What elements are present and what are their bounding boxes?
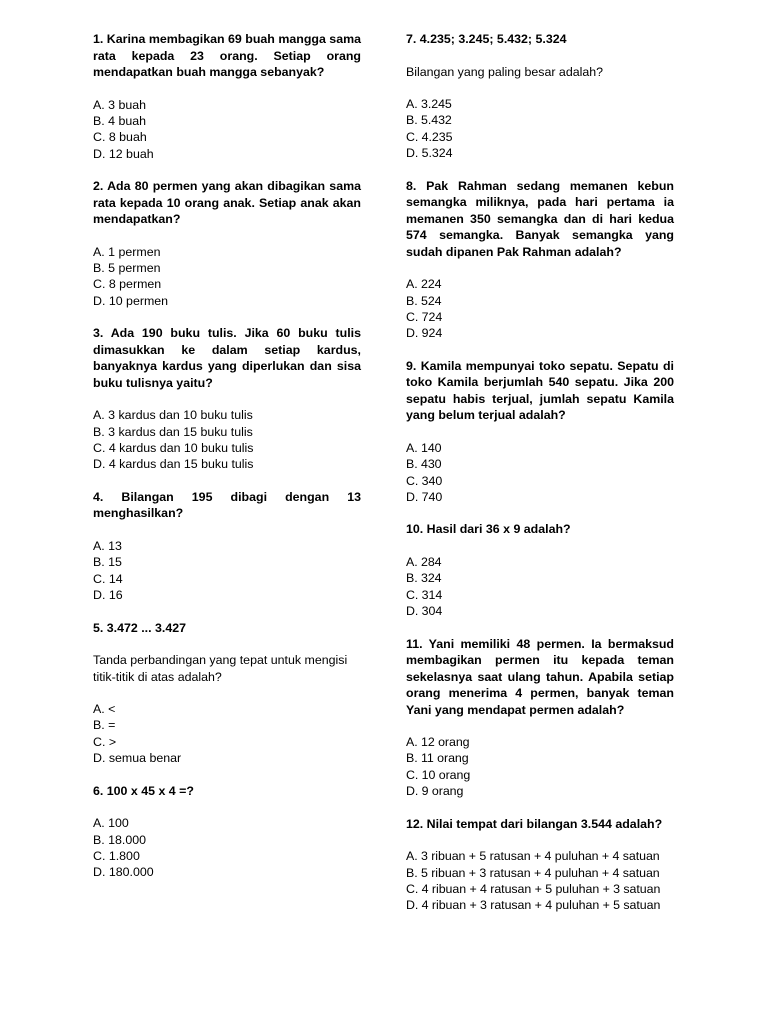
answer-option: A. 224 xyxy=(406,277,442,292)
question-block xyxy=(93,325,361,473)
question-text: 4. Bilangan 195 dibagi dengan 13 menghasilkan? xyxy=(93,489,361,521)
answer-option: B. 5 ribuan + 3 ratusan + 4 puluhan + 4 satuan xyxy=(406,865,660,880)
answer-option: D. 12 buah xyxy=(93,146,154,161)
answer-options xyxy=(93,97,361,163)
question-text: 8. Pak Rahman sedang memanen kebun semangka miliknya, pada hari pertama ia memanen 350 semangka dan di hari kedua 574 semangka. Banyak semangka yang sudah dipanen Pak Rahman adalah? xyxy=(406,178,674,259)
question-text: 9. Kamila mempunyai toko sepatu. Sepatu di toko Kamila berjumlah 540 sepatu. Jika 200 sepatu habis terjual, jumlah sepatu Kamila yang belum terjual adalah? xyxy=(406,358,674,423)
answer-option: C. 340 xyxy=(406,473,443,488)
question-block xyxy=(406,358,674,506)
answer-options xyxy=(406,734,674,800)
answer-option: D. 9 orang xyxy=(406,784,464,799)
question-block xyxy=(406,636,674,800)
answer-option: C. 4 kardus dan 10 buku tulis xyxy=(93,441,254,456)
answer-option: A. 3.245 xyxy=(406,97,452,111)
answer-option: D. semua benar xyxy=(93,751,182,766)
left-column xyxy=(93,31,361,1024)
answer-option: C. 1.800 xyxy=(93,848,140,863)
answer-option: B. 15 xyxy=(93,555,122,570)
answer-option: B. 5.432 xyxy=(406,113,452,128)
answer-options xyxy=(406,276,674,342)
answer-options xyxy=(93,407,361,473)
answer-option: C. 4 ribuan + 4 ratusan + 5 puluhan + 3 satuan xyxy=(406,881,661,896)
answer-option: B. 524 xyxy=(406,293,442,308)
answer-option: D. 740 xyxy=(406,489,443,504)
right-column xyxy=(406,31,674,1024)
answer-option: D. 16 xyxy=(93,588,123,603)
question-text: 2. Ada 80 permen yang akan dibagikan sama rata kepada 10 orang anak. Setiap anak akan mendapatkan? xyxy=(93,179,361,227)
question-block xyxy=(406,521,674,619)
answer-option: C. 8 buah xyxy=(93,130,147,145)
question-text: 12. Nilai tempat dari bilangan 3.544 adalah? xyxy=(406,816,663,831)
question-block xyxy=(93,489,361,604)
answer-option: A. 3 ribuan + 5 ratusan + 4 puluhan + 4 satuan xyxy=(406,849,660,864)
question-subtext: Tanda perbandingan yang tepat untuk mengisi titik-titik di atas adalah? xyxy=(93,653,348,684)
question-block xyxy=(93,31,361,162)
answer-option: D. 304 xyxy=(406,604,443,619)
answer-option: A. 100 xyxy=(93,816,129,831)
answer-option: D. 5.324 xyxy=(406,146,453,161)
answer-options xyxy=(406,848,674,914)
answer-option: B. 11 orang xyxy=(406,751,469,766)
question-text: 7. 4.235; 3.245; 5.432; 5.324 xyxy=(406,32,567,46)
answer-option: A. 1 permen xyxy=(93,244,161,259)
answer-option: A. 140 xyxy=(406,440,442,455)
question-text: 1. Karina membagikan 69 buah mangga sama rata kepada 23 orang. Setiap orang mendapatkan buah mangga sebanyak? xyxy=(93,32,361,79)
answer-option: C. 14 xyxy=(93,571,123,586)
answer-options xyxy=(406,96,674,162)
answer-option: D. 4 kardus dan 15 buku tulis xyxy=(93,457,254,472)
question-subtext: Bilangan yang paling besar adalah? xyxy=(406,64,604,79)
answer-option: A. 12 orang xyxy=(406,735,470,749)
answer-option: B. 430 xyxy=(406,457,442,472)
question-text: 10. Hasil dari 36 x 9 adalah? xyxy=(406,522,571,537)
question-block xyxy=(406,31,674,162)
answer-option: A. 3 kardus dan 10 buku tulis xyxy=(93,408,253,423)
question-block xyxy=(93,620,361,767)
answer-option: A. 3 buah xyxy=(93,97,147,112)
answer-option: B. 3 kardus dan 15 buku tulis xyxy=(93,424,253,439)
question-text: 11. Yani memiliki 48 permen. Ia bermaksud membagikan permen itu kepada teman sekelasnya saat ulang tahun. Apabila setiap orang menerima 4 permen, banyak teman Yani yang mendapat permen adalah? xyxy=(406,636,674,717)
answer-options xyxy=(93,538,361,604)
answer-option: B. 18.000 xyxy=(93,832,147,847)
answer-option: D. 924 xyxy=(406,326,443,341)
answer-option: C. 8 permen xyxy=(93,277,162,292)
answer-option: C. 10 orang xyxy=(406,767,471,782)
answer-options xyxy=(93,701,361,767)
question-text: 6. 100 x 45 x 4 =? xyxy=(93,783,194,798)
answer-option: D. 180.000 xyxy=(93,865,154,880)
answer-option: C. 314 xyxy=(406,587,443,602)
answer-option: C. 4.235 xyxy=(406,129,453,144)
answer-options xyxy=(93,815,361,881)
answer-option: A. 13 xyxy=(93,538,122,553)
question-block xyxy=(406,816,674,914)
answer-option: D. 4 ribuan + 3 ratusan + 4 puluhan + 5 satuan xyxy=(406,898,661,913)
answer-option: A. 284 xyxy=(406,554,442,569)
question-block xyxy=(93,783,361,881)
answer-options xyxy=(406,554,674,620)
question-text: 3. Ada 190 buku tulis. Jika 60 buku tulis dimasukkan ke dalam setiap kardus, banyaknya kardus yang diperlukan dan sisa buku tulisnya yaitu? xyxy=(93,326,361,390)
answer-option: B. 5 permen xyxy=(93,261,161,276)
answer-option: C. 724 xyxy=(406,309,443,324)
question-block xyxy=(406,178,674,342)
question-text: 5. 3.472 ... 3.427 xyxy=(93,620,187,635)
answer-options xyxy=(93,244,361,310)
answer-options xyxy=(406,440,674,506)
answer-option: B. 324 xyxy=(406,571,442,586)
question-block xyxy=(93,178,361,309)
answer-option: B. 4 buah xyxy=(93,113,147,128)
answer-option: D. 10 permen xyxy=(93,293,169,308)
answer-option: A. < xyxy=(93,702,116,716)
answer-option: B. = xyxy=(93,718,116,733)
answer-option: C. > xyxy=(93,734,117,749)
